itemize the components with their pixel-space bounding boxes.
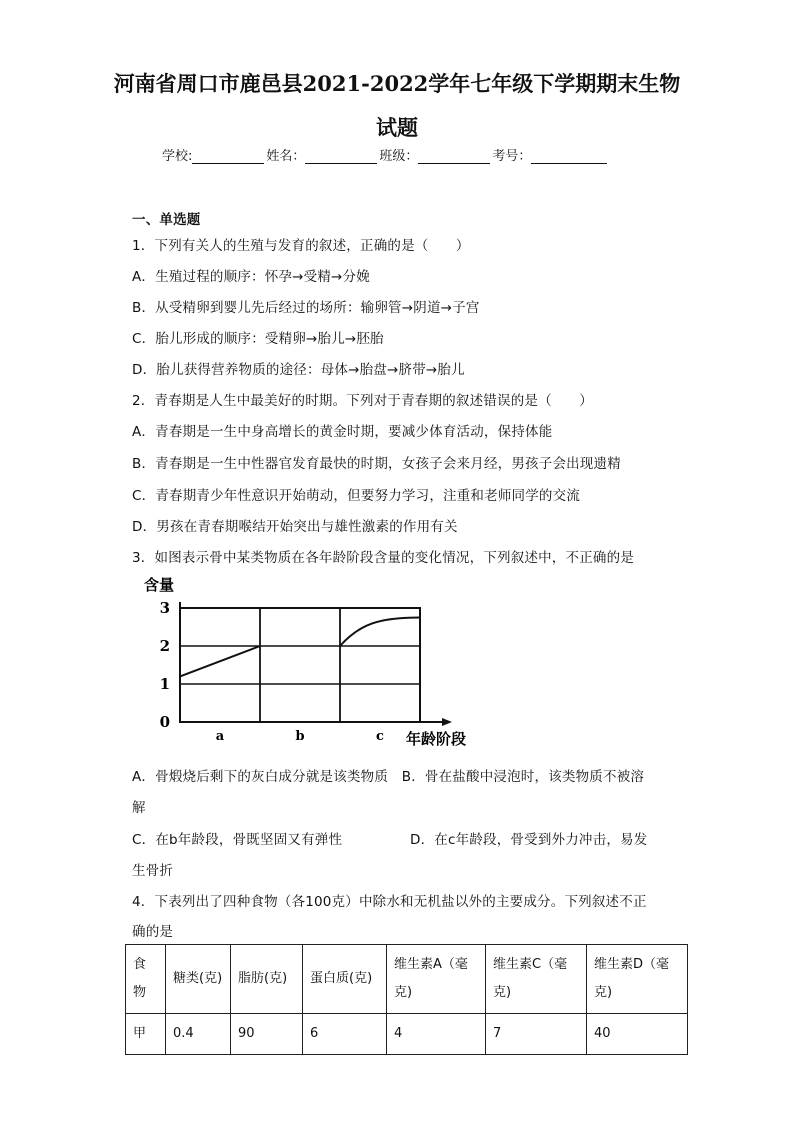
table-cell: 40 bbox=[587, 1014, 688, 1055]
school-blank[interactable] bbox=[192, 150, 264, 164]
chart-y-ticks bbox=[160, 599, 170, 731]
section-heading: 一、单选题 bbox=[132, 212, 201, 228]
student-info-row bbox=[162, 145, 609, 164]
q1-option-d: D．胎儿获得营养物质的途径：母体→胎盘→脐带→胎儿 bbox=[132, 362, 465, 378]
table-cell: 甲 bbox=[126, 1014, 166, 1055]
q3-stem: 3．如图表示骨中某类物质在各年龄阶段含量的变化情况，下列叙述中，不正确的是 bbox=[132, 550, 634, 566]
header-protein: 蛋白质(克) bbox=[303, 945, 387, 1014]
q1-stem: 1．下列有关人的生殖与发育的叙述，正确的是（ ） bbox=[132, 238, 470, 254]
q2-stem: 2．青春期是人生中最美好的时期。下列对于青春期的叙述错误的是（ ） bbox=[132, 393, 593, 409]
q4-stem: 4．下表列出了四种食物（各100克）中除水和无机盐以外的主要成分。下列叙述不正 bbox=[132, 894, 647, 910]
table-cell: 0.4 bbox=[166, 1014, 231, 1055]
table-cell: 4 bbox=[387, 1014, 486, 1055]
q3-option-d: D．在c年龄段，骨受到外力冲击，易发 bbox=[410, 832, 648, 848]
table-cell: 7 bbox=[486, 1014, 587, 1055]
food-nutrient-table bbox=[125, 944, 688, 1055]
chart-grid bbox=[180, 602, 452, 726]
q2-option-d: D．男孩在青春期喉结开始突出与雄性激素的作用有关 bbox=[132, 519, 458, 535]
q1-option-b: B．从受精卵到婴儿先后经过的场所：输卵管→阴道→子宫 bbox=[132, 300, 480, 316]
name-blank[interactable] bbox=[305, 150, 377, 164]
q2-option-a: A．青春期是一生中身高增长的黄金时期，要减少体育活动，保持体能 bbox=[132, 424, 553, 440]
y-tick-label: 3 bbox=[159, 599, 170, 617]
series-line-a bbox=[180, 646, 260, 676]
y-tick-label: 0 bbox=[159, 713, 170, 731]
exam-no-blank[interactable] bbox=[531, 150, 607, 164]
chart-y-label: 含量 bbox=[144, 576, 175, 594]
chart-series bbox=[180, 618, 420, 677]
header-vitamin-c: 维生素C（毫 克) bbox=[486, 945, 587, 1014]
q1-option-a: A．生殖过程的顺序：怀孕→受精→分娩 bbox=[132, 269, 370, 285]
q1-option-c: C．胎儿形成的顺序：受精卵→胎儿→胚胎 bbox=[132, 331, 384, 347]
y-tick-label: 1 bbox=[159, 675, 170, 693]
q3-option-ab: A．骨煅烧后剩下的灰白成分就是该类物质 B．骨在盐酸中浸泡时，该类物质不被溶 bbox=[132, 769, 645, 785]
name-label: 姓名： bbox=[266, 149, 306, 164]
q2-option-b: B．青春期是一生中性器官发育最快的时期，女孩子会来月经，男孩子会出现遗精 bbox=[132, 456, 621, 472]
class-label: 班级： bbox=[379, 149, 419, 164]
exam-no-label: 考号： bbox=[492, 149, 532, 164]
q3-option-d-cont: 生骨折 bbox=[132, 863, 174, 879]
chart-frame bbox=[180, 608, 420, 722]
header-vitamin-d: 维生素D（毫 克) bbox=[587, 945, 688, 1014]
table-row bbox=[126, 1014, 688, 1055]
q3-option-c: C．在b年龄段，骨既坚固又有弹性 bbox=[132, 832, 343, 848]
q3-option-b-cont: 解 bbox=[132, 800, 146, 816]
table-cell: 6 bbox=[303, 1014, 387, 1055]
table-header-row bbox=[126, 945, 688, 1014]
header-fat: 脂肪(克) bbox=[231, 945, 303, 1014]
chart-x-label: 年龄阶段 bbox=[406, 730, 467, 748]
series-line-c bbox=[340, 618, 420, 647]
header-food: 食 物 bbox=[126, 945, 166, 1014]
q4-stem-cont: 确的是 bbox=[132, 924, 174, 940]
chart-x-categories bbox=[216, 729, 384, 744]
x-category-label: c bbox=[376, 729, 384, 744]
exam-title-cont: 试题 bbox=[376, 115, 418, 140]
class-blank[interactable] bbox=[418, 150, 490, 164]
exam-title: 河南省周口市鹿邑县2021-2022学年七年级下学期期末生物 bbox=[113, 71, 681, 96]
y-tick-label: 2 bbox=[159, 637, 170, 655]
school-label: 学校: bbox=[162, 149, 193, 164]
x-category-label: b bbox=[295, 729, 305, 744]
table-cell: 90 bbox=[231, 1014, 303, 1055]
bone-content-chart bbox=[130, 574, 480, 752]
header-sugar: 糖类(克) bbox=[166, 945, 231, 1014]
x-category-label: a bbox=[215, 729, 225, 744]
q2-option-c: C．青春期青少年性意识开始萌动，但要努力学习，注重和老师同学的交流 bbox=[132, 488, 581, 504]
header-vitamin-a: 维生素A（毫 克) bbox=[387, 945, 486, 1014]
x-axis-arrow bbox=[442, 718, 452, 726]
